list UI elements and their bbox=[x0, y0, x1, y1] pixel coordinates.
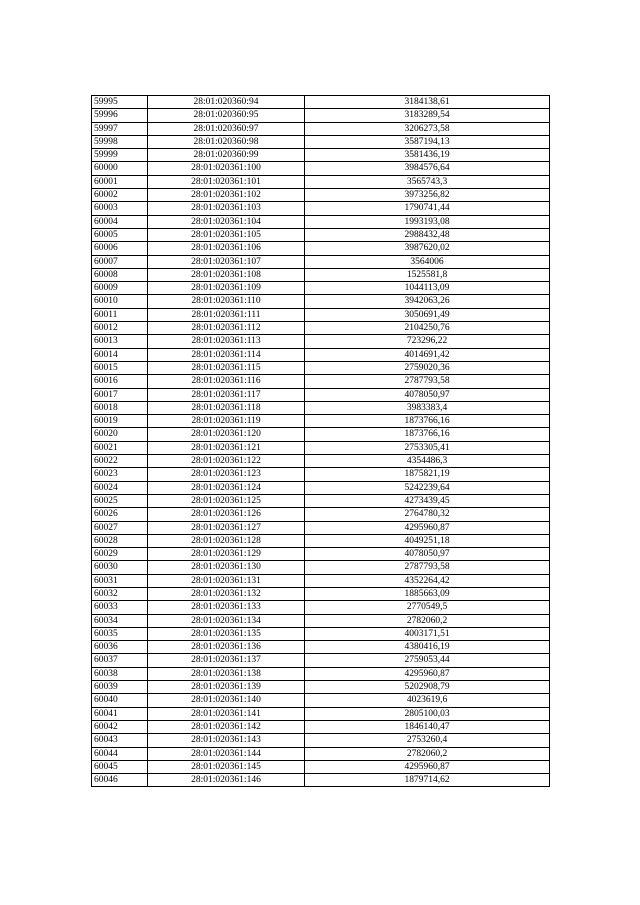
cadastral-value-cell: 4049251,18 bbox=[305, 534, 550, 547]
row-number-cell: 60033 bbox=[92, 601, 148, 614]
cadastral-value-cell: 2988432,48 bbox=[305, 228, 550, 241]
cadastral-number-cell: 28:01:020361:105 bbox=[148, 228, 305, 241]
cadastral-value-cell: 1879714,62 bbox=[305, 774, 550, 787]
table-row bbox=[92, 109, 550, 122]
table-row bbox=[92, 587, 550, 600]
row-number-cell: 60030 bbox=[92, 561, 148, 574]
cadastral-number-cell: 28:01:020361:128 bbox=[148, 534, 305, 547]
table-row bbox=[92, 295, 550, 308]
table-row bbox=[92, 627, 550, 640]
table-row bbox=[92, 694, 550, 707]
cadastral-number-cell: 28:01:020361:134 bbox=[148, 614, 305, 627]
row-number-cell: 60031 bbox=[92, 574, 148, 587]
cadastral-value-cell: 4295960,87 bbox=[305, 667, 550, 680]
cadastral-number-cell: 28:01:020361:106 bbox=[148, 242, 305, 255]
cadastral-number-cell: 28:01:020361:130 bbox=[148, 561, 305, 574]
cadastral-value-cell: 4295960,87 bbox=[305, 521, 550, 534]
cadastral-value-cell: 3184138,61 bbox=[305, 96, 550, 109]
table-row bbox=[92, 282, 550, 295]
cadastral-number-cell: 28:01:020361:118 bbox=[148, 401, 305, 414]
table-row bbox=[92, 521, 550, 534]
cadastral-value-cell: 2805100,03 bbox=[305, 707, 550, 720]
cadastral-number-cell: 28:01:020361:116 bbox=[148, 375, 305, 388]
cadastral-value-cell: 1873766,16 bbox=[305, 428, 550, 441]
cadastral-value-cell: 4003171,51 bbox=[305, 627, 550, 640]
row-number-cell: 60045 bbox=[92, 760, 148, 773]
cadastral-number-cell: 28:01:020360:94 bbox=[148, 96, 305, 109]
row-number-cell: 60005 bbox=[92, 228, 148, 241]
row-number-cell: 60027 bbox=[92, 521, 148, 534]
row-number-cell: 60034 bbox=[92, 614, 148, 627]
row-number-cell: 60022 bbox=[92, 455, 148, 468]
row-number-cell: 60011 bbox=[92, 308, 148, 321]
row-number-cell: 60016 bbox=[92, 375, 148, 388]
cadastral-number-cell: 28:01:020361:107 bbox=[148, 255, 305, 268]
cadastral-number-cell: 28:01:020361:146 bbox=[148, 774, 305, 787]
row-number-cell: 60037 bbox=[92, 654, 148, 667]
cadastral-number-cell: 28:01:020361:132 bbox=[148, 587, 305, 600]
cadastral-value-cell: 3983383,4 bbox=[305, 401, 550, 414]
row-number-cell: 59998 bbox=[92, 135, 148, 148]
row-number-cell: 60044 bbox=[92, 747, 148, 760]
cadastral-number-cell: 28:01:020361:125 bbox=[148, 494, 305, 507]
cadastral-number-cell: 28:01:020361:138 bbox=[148, 667, 305, 680]
cadastral-value-cell: 5242239,64 bbox=[305, 481, 550, 494]
row-number-cell: 60001 bbox=[92, 175, 148, 188]
row-number-cell: 60046 bbox=[92, 774, 148, 787]
cadastral-number-cell: 28:01:020360:99 bbox=[148, 149, 305, 162]
cadastral-number-cell: 28:01:020361:136 bbox=[148, 641, 305, 654]
row-number-cell: 60025 bbox=[92, 494, 148, 507]
table-row bbox=[92, 202, 550, 215]
cadastral-number-cell: 28:01:020361:110 bbox=[148, 295, 305, 308]
cadastral-number-cell: 28:01:020361:145 bbox=[148, 760, 305, 773]
table-row bbox=[92, 720, 550, 733]
table-row bbox=[92, 455, 550, 468]
cadastral-number-cell: 28:01:020361:112 bbox=[148, 322, 305, 335]
row-number-cell: 60020 bbox=[92, 428, 148, 441]
cadastral-value-cell: 4273439,45 bbox=[305, 494, 550, 507]
row-number-cell: 60038 bbox=[92, 667, 148, 680]
cadastral-number-cell: 28:01:020361:124 bbox=[148, 481, 305, 494]
cadastral-number-cell: 28:01:020361:137 bbox=[148, 654, 305, 667]
cadastral-number-cell: 28:01:020361:102 bbox=[148, 189, 305, 202]
row-number-cell: 59996 bbox=[92, 109, 148, 122]
cadastral-number-cell: 28:01:020361:133 bbox=[148, 601, 305, 614]
row-number-cell: 60043 bbox=[92, 734, 148, 747]
table-row bbox=[92, 654, 550, 667]
cadastral-number-cell: 28:01:020361:142 bbox=[148, 720, 305, 733]
table-row bbox=[92, 574, 550, 587]
row-number-cell: 60018 bbox=[92, 401, 148, 414]
cadastral-number-cell: 28:01:020361:100 bbox=[148, 162, 305, 175]
cadastral-value-cell: 1993193,08 bbox=[305, 215, 550, 228]
table-row bbox=[92, 548, 550, 561]
cadastral-value-cell: 3206273,58 bbox=[305, 122, 550, 135]
cadastral-number-cell: 28:01:020361:139 bbox=[148, 681, 305, 694]
table-row bbox=[92, 494, 550, 507]
table-row bbox=[92, 508, 550, 521]
cadastral-number-cell: 28:01:020361:113 bbox=[148, 335, 305, 348]
cadastral-value-cell: 1525581,8 bbox=[305, 268, 550, 281]
cadastral-value-cell: 2753260,4 bbox=[305, 734, 550, 747]
cadastral-number-cell: 28:01:020361:117 bbox=[148, 388, 305, 401]
cadastral-value-cell: 3564006 bbox=[305, 255, 550, 268]
cadastral-number-cell: 28:01:020361:135 bbox=[148, 627, 305, 640]
table-row bbox=[92, 747, 550, 760]
table-row bbox=[92, 189, 550, 202]
table-row bbox=[92, 375, 550, 388]
row-number-cell: 60004 bbox=[92, 215, 148, 228]
row-number-cell: 60039 bbox=[92, 681, 148, 694]
table-row bbox=[92, 667, 550, 680]
table-row bbox=[92, 348, 550, 361]
table-row bbox=[92, 415, 550, 428]
table-row bbox=[92, 149, 550, 162]
table-row bbox=[92, 228, 550, 241]
table-row bbox=[92, 175, 550, 188]
cadastral-value-cell: 3973256,82 bbox=[305, 189, 550, 202]
cadastral-value-cell: 1044113,09 bbox=[305, 282, 550, 295]
row-number-cell: 60024 bbox=[92, 481, 148, 494]
cadastral-number-cell: 28:01:020361:121 bbox=[148, 441, 305, 454]
table-row bbox=[92, 707, 550, 720]
cadastral-value-table bbox=[91, 95, 550, 787]
cadastral-number-cell: 28:01:020361:129 bbox=[148, 548, 305, 561]
cadastral-value-cell: 723296,22 bbox=[305, 335, 550, 348]
row-number-cell: 59999 bbox=[92, 149, 148, 162]
row-number-cell: 60017 bbox=[92, 388, 148, 401]
row-number-cell: 60010 bbox=[92, 295, 148, 308]
cadastral-value-cell: 3565743,3 bbox=[305, 175, 550, 188]
table-row bbox=[92, 215, 550, 228]
cadastral-value-cell: 3942063,26 bbox=[305, 295, 550, 308]
cadastral-value-cell: 1790741,44 bbox=[305, 202, 550, 215]
cadastral-value-cell: 4352264,42 bbox=[305, 574, 550, 587]
row-number-cell: 60019 bbox=[92, 415, 148, 428]
cadastral-number-cell: 28:01:020361:144 bbox=[148, 747, 305, 760]
cadastral-value-cell: 1873766,16 bbox=[305, 415, 550, 428]
cadastral-value-cell: 1885663,09 bbox=[305, 587, 550, 600]
table-body bbox=[92, 96, 550, 787]
cadastral-number-cell: 28:01:020360:95 bbox=[148, 109, 305, 122]
table-row bbox=[92, 681, 550, 694]
table-row bbox=[92, 641, 550, 654]
cadastral-value-cell: 2782060,2 bbox=[305, 614, 550, 627]
table-row bbox=[92, 135, 550, 148]
cadastral-value-cell: 2764780,32 bbox=[305, 508, 550, 521]
row-number-cell: 60003 bbox=[92, 202, 148, 215]
cadastral-value-cell: 5202908,79 bbox=[305, 681, 550, 694]
cadastral-number-cell: 28:01:020361:122 bbox=[148, 455, 305, 468]
cadastral-value-cell: 4014691,42 bbox=[305, 348, 550, 361]
cadastral-value-cell: 3587194,13 bbox=[305, 135, 550, 148]
cadastral-value-cell: 4023619,6 bbox=[305, 694, 550, 707]
row-number-cell: 60008 bbox=[92, 268, 148, 281]
row-number-cell: 60028 bbox=[92, 534, 148, 547]
cadastral-value-cell: 4354486,3 bbox=[305, 455, 550, 468]
row-number-cell: 60029 bbox=[92, 548, 148, 561]
cadastral-number-cell: 28:01:020361:109 bbox=[148, 282, 305, 295]
table-row bbox=[92, 734, 550, 747]
row-number-cell: 60042 bbox=[92, 720, 148, 733]
cadastral-value-cell: 3984576,64 bbox=[305, 162, 550, 175]
table-row bbox=[92, 601, 550, 614]
table-row bbox=[92, 774, 550, 787]
cadastral-value-cell: 4078050,97 bbox=[305, 548, 550, 561]
cadastral-number-cell: 28:01:020361:111 bbox=[148, 308, 305, 321]
table-row bbox=[92, 255, 550, 268]
row-number-cell: 60002 bbox=[92, 189, 148, 202]
cadastral-value-cell: 3183289,54 bbox=[305, 109, 550, 122]
row-number-cell: 60013 bbox=[92, 335, 148, 348]
table-row bbox=[92, 268, 550, 281]
table-row bbox=[92, 122, 550, 135]
row-number-cell: 60040 bbox=[92, 694, 148, 707]
row-number-cell: 60012 bbox=[92, 322, 148, 335]
table-row bbox=[92, 242, 550, 255]
cadastral-number-cell: 28:01:020361:143 bbox=[148, 734, 305, 747]
cadastral-number-cell: 28:01:020361:115 bbox=[148, 361, 305, 374]
cadastral-value-cell: 4295960,87 bbox=[305, 760, 550, 773]
cadastral-number-cell: 28:01:020361:131 bbox=[148, 574, 305, 587]
table-row bbox=[92, 561, 550, 574]
cadastral-number-cell: 28:01:020360:97 bbox=[148, 122, 305, 135]
cadastral-number-cell: 28:01:020361:103 bbox=[148, 202, 305, 215]
table-row bbox=[92, 441, 550, 454]
cadastral-value-cell: 3050691,49 bbox=[305, 308, 550, 321]
table-row bbox=[92, 481, 550, 494]
table-row bbox=[92, 760, 550, 773]
row-number-cell: 60032 bbox=[92, 587, 148, 600]
cadastral-value-cell: 3987620,02 bbox=[305, 242, 550, 255]
table-row bbox=[92, 322, 550, 335]
table-row bbox=[92, 388, 550, 401]
table-row bbox=[92, 428, 550, 441]
cadastral-value-cell: 2759053,44 bbox=[305, 654, 550, 667]
row-number-cell: 60041 bbox=[92, 707, 148, 720]
cadastral-value-cell: 4380416,19 bbox=[305, 641, 550, 654]
cadastral-value-cell: 2753305,41 bbox=[305, 441, 550, 454]
table-row bbox=[92, 401, 550, 414]
table-row bbox=[92, 308, 550, 321]
row-number-cell: 60026 bbox=[92, 508, 148, 521]
row-number-cell: 60006 bbox=[92, 242, 148, 255]
cadastral-number-cell: 28:01:020361:101 bbox=[148, 175, 305, 188]
cadastral-number-cell: 28:01:020361:114 bbox=[148, 348, 305, 361]
cadastral-value-cell: 1846140,47 bbox=[305, 720, 550, 733]
table-row bbox=[92, 361, 550, 374]
cadastral-value-cell: 3581436,19 bbox=[305, 149, 550, 162]
cadastral-number-cell: 28:01:020361:119 bbox=[148, 415, 305, 428]
row-number-cell: 59997 bbox=[92, 122, 148, 135]
cadastral-number-cell: 28:01:020360:98 bbox=[148, 135, 305, 148]
row-number-cell: 60009 bbox=[92, 282, 148, 295]
table-row bbox=[92, 335, 550, 348]
row-number-cell: 59995 bbox=[92, 96, 148, 109]
cadastral-number-cell: 28:01:020361:123 bbox=[148, 468, 305, 481]
cadastral-value-cell: 4078050,97 bbox=[305, 388, 550, 401]
table-row bbox=[92, 96, 550, 109]
cadastral-value-cell: 2787793,58 bbox=[305, 561, 550, 574]
cadastral-value-cell: 2787793,58 bbox=[305, 375, 550, 388]
row-number-cell: 60015 bbox=[92, 361, 148, 374]
cadastral-value-cell: 2770549,5 bbox=[305, 601, 550, 614]
cadastral-number-cell: 28:01:020361:126 bbox=[148, 508, 305, 521]
cadastral-number-cell: 28:01:020361:140 bbox=[148, 694, 305, 707]
table-row bbox=[92, 468, 550, 481]
row-number-cell: 60014 bbox=[92, 348, 148, 361]
cadastral-value-cell: 2104250,76 bbox=[305, 322, 550, 335]
row-number-cell: 60023 bbox=[92, 468, 148, 481]
cadastral-number-cell: 28:01:020361:104 bbox=[148, 215, 305, 228]
cadastral-number-cell: 28:01:020361:127 bbox=[148, 521, 305, 534]
row-number-cell: 60007 bbox=[92, 255, 148, 268]
row-number-cell: 60036 bbox=[92, 641, 148, 654]
table-row bbox=[92, 614, 550, 627]
cadastral-value-cell: 2782060,2 bbox=[305, 747, 550, 760]
cadastral-number-cell: 28:01:020361:120 bbox=[148, 428, 305, 441]
cadastral-number-cell: 28:01:020361:141 bbox=[148, 707, 305, 720]
table-row bbox=[92, 534, 550, 547]
cadastral-value-cell: 1875821,19 bbox=[305, 468, 550, 481]
row-number-cell: 60035 bbox=[92, 627, 148, 640]
cadastral-number-cell: 28:01:020361:108 bbox=[148, 268, 305, 281]
row-number-cell: 60021 bbox=[92, 441, 148, 454]
cadastral-value-cell: 2759020,36 bbox=[305, 361, 550, 374]
row-number-cell: 60000 bbox=[92, 162, 148, 175]
table-row bbox=[92, 162, 550, 175]
